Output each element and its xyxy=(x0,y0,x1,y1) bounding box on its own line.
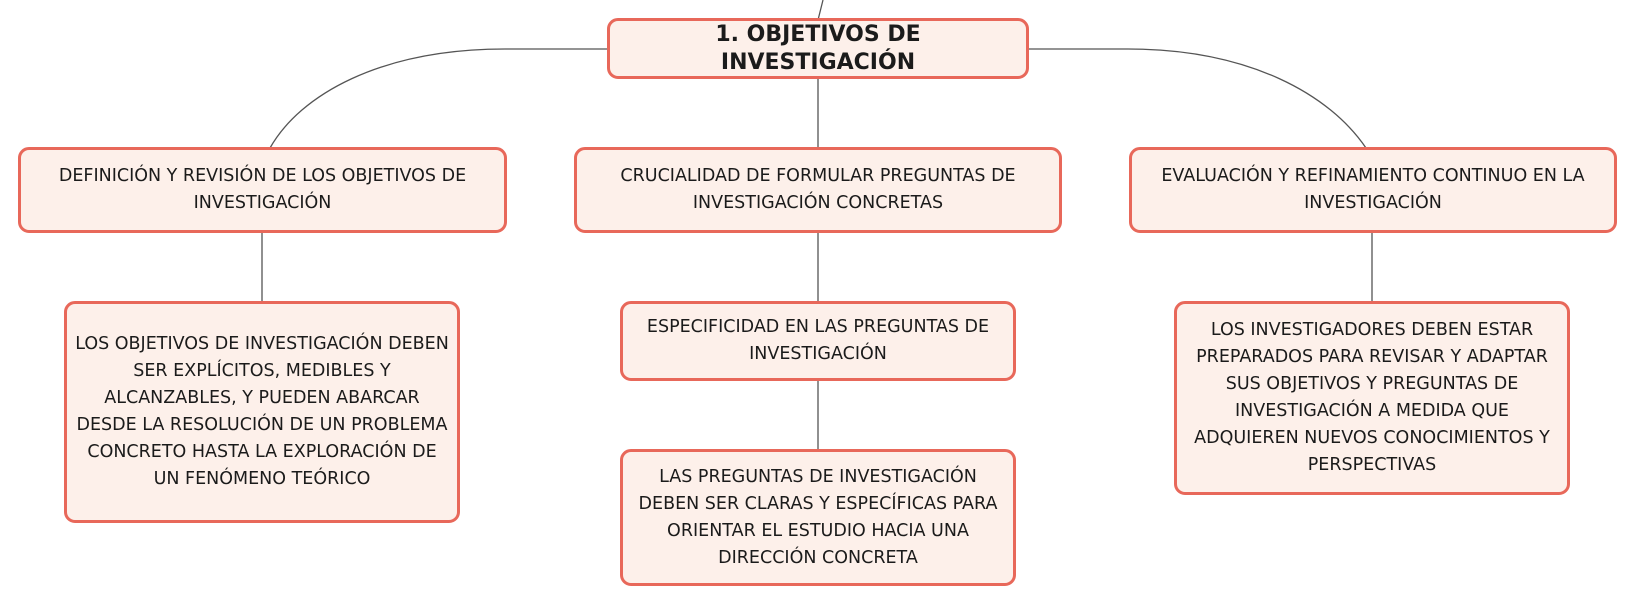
connector-root-to-branch-left xyxy=(270,49,608,148)
branch-node-evaluation-label: EVALUACIÓN Y REFINAMIENTO CONTINUO EN LA INVESTIGACIÓN xyxy=(1161,166,1585,213)
branch-node-questions[interactable] xyxy=(574,147,1062,233)
detail-node-objectives-label: LOS OBJETIVOS DE INVESTIGACIÓN DEBEN SER EXPLÍCITOS, MEDIBLES Y ALCANZABLES, Y PUEDEN ABARCAR DESDE LA RESOLUCIÓN DE UN PROBLEMA CONCRETO HASTA LA EXPLORACIÓN DE UN FENÓMENO TEÓRICO xyxy=(75,334,449,489)
subtopic-node-specificity[interactable] xyxy=(620,301,1016,381)
root-node[interactable] xyxy=(607,18,1029,79)
branch-node-definition[interactable] xyxy=(18,147,507,233)
detail-node-researchers[interactable] xyxy=(1174,301,1570,495)
root-node-label: 1. OBJETIVOS DE INVESTIGACIÓN xyxy=(715,21,921,75)
branch-node-questions-label: CRUCIALIDAD DE FORMULAR PREGUNTAS DE INVESTIGACIÓN CONCRETAS xyxy=(620,166,1016,213)
connector-parent-to-root xyxy=(818,0,823,20)
branch-node-evaluation[interactable] xyxy=(1129,147,1617,233)
detail-node-objectives[interactable] xyxy=(64,301,460,523)
branch-node-definition-label: DEFINICIÓN Y REVISIÓN DE LOS OBJETIVOS DE INVESTIGACIÓN xyxy=(58,166,467,213)
connector-root-to-branch-right xyxy=(1028,49,1366,148)
detail-node-questions[interactable] xyxy=(620,449,1016,586)
subtopic-node-specificity-label: ESPECIFICIDAD EN LAS PREGUNTAS DE INVESTIGACIÓN xyxy=(646,317,990,364)
detail-node-researchers-label: LOS INVESTIGADORES DEBEN ESTAR PREPARADOS PARA REVISAR Y ADAPTAR SUS OBJETIVOS Y PREGUNTAS DE INVESTIGACIÓN A MEDIDA QUE ADQUIEREN NUEVOS CONOCIMIENTOS Y PERSPECTIVAS xyxy=(1194,320,1550,475)
detail-node-questions-label: LAS PREGUNTAS DE INVESTIGACIÓN DEBEN SER CLARAS Y ESPECÍFICAS PARA ORIENTAR EL ESTUDIO HACIA UNA DIRECCIÓN CONCRETA xyxy=(638,466,998,568)
